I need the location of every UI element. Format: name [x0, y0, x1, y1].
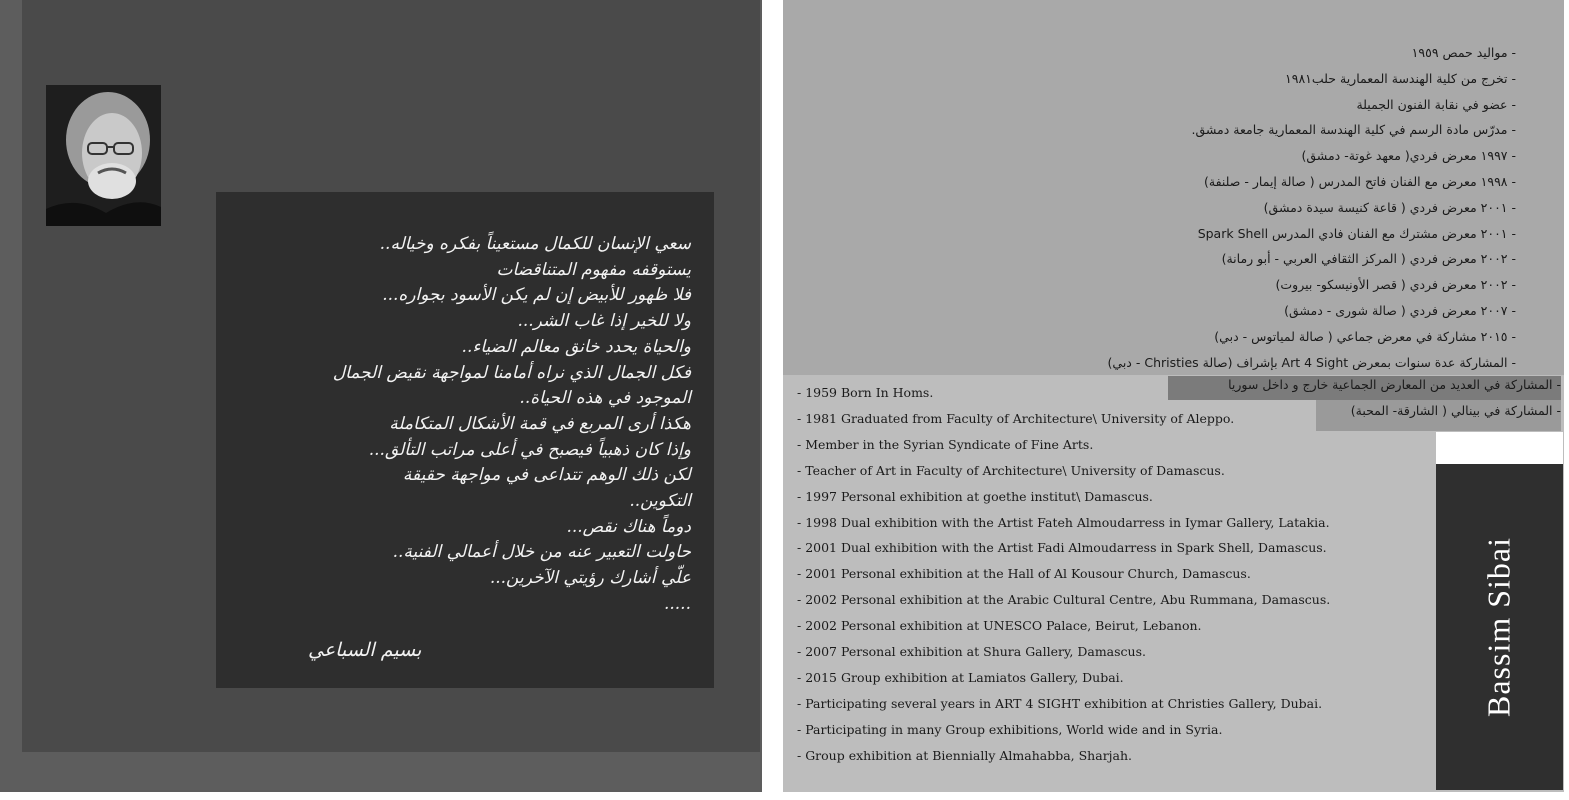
arabic-bio-item: - المشاركة عدة سنوات بمعرض Art 4 Sight بإشراف (صالة Christies - دبي) — [1107, 354, 1516, 370]
poem-line: الموجود في هذه الحياة.. — [519, 388, 691, 409]
english-bio-item: - 1998 Dual exhibition with the Artist Fateh Almoudarress in Iymar Gallery, Latakia. — [797, 514, 1330, 530]
arabic-bio-item: - ٢٠٠٢ معرض فردي ( قصر الأونيسكو- بيروت) — [1275, 277, 1516, 293]
poem-line: فكل الجمال الذي نراه أمامنا لمواجهة نقيض الجمال — [332, 362, 691, 383]
poem-box — [216, 192, 714, 688]
arabic-bio-item: - تخرج من كلية الهندسة المعمارية حلب١٩٨١ — [1285, 70, 1516, 86]
english-bio-item: - 2002 Personal exhibition at the Arabic Cultural Centre, Abu Rummana, Damascus. — [797, 592, 1331, 608]
english-bio-item: - 2007 Personal exhibition at Shura Gallery, Damascus. — [797, 644, 1146, 660]
arabic-bio-item: - ١٩٩٨ معرض مع الفنان فاتح المدرس ( صالة إيمار - صلنفة) — [1204, 173, 1516, 189]
arabic-bio-item: - ٢٠٠٧ معرض فردي ( صالة شورى - دمشق) — [1284, 302, 1516, 318]
arabic-bio-item: - ٢٠١٥ مشاركة في معرض جماعي ( صالة لمياتوس - دبي) — [1214, 328, 1516, 344]
english-bio-item: - 1959 Born In Homs. — [797, 385, 934, 400]
arabic-bio-item: - ١٩٩٧ معرض فردي( معهد غوتة- دمشق) — [1301, 148, 1516, 164]
poem-line: ولا للخير إذا غاب الشر... — [517, 311, 691, 332]
artist-name: Bassim Sibai — [1480, 536, 1517, 718]
portrait-image — [46, 85, 161, 226]
poem-line: التكوين.. — [629, 491, 691, 512]
name-bar-cap — [1436, 432, 1563, 464]
english-bio-item: - Teacher of Art in Faculty of Architecture\ University of Damascus. — [797, 462, 1225, 478]
english-bio-item: - 1981 Graduated from Faculty of Architecture\ University of Aleppo. — [797, 410, 1235, 426]
poem-line: دوماً هناك نقص... — [566, 516, 691, 537]
poem-signature: بسيم السباعي — [308, 639, 422, 661]
poem-text — [236, 232, 691, 618]
arabic-bio-item: - المشاركة في بينالي ( الشارقة- المحبة) — [1350, 402, 1561, 418]
english-bio-item: - Member in the Syrian Syndicate of Fine Arts. — [797, 436, 1094, 452]
english-bio-list — [797, 380, 1437, 769]
arabic-bio-item: - ٢٠٠٢ معرض فردي ( المركز الثقافي العربي - أبو رمانة) — [1221, 251, 1516, 267]
arabic-bio-list-continued — [801, 372, 1561, 424]
arabic-bio-item: - عضو في نقابة الفنون الجميلة — [1356, 96, 1516, 112]
arabic-bio-list — [796, 40, 1516, 375]
english-bio-item: - 1997 Personal exhibition at goethe institut\ Damascus. — [797, 488, 1153, 504]
poem-line: سعي الإنسان للكمال مستعيناً بفكره وخياله.. — [379, 234, 691, 254]
poem-line: حاولت التعبير عنه من خلال أعمالي الفنية.. — [392, 542, 691, 563]
english-bio-item: - Participating in many Group exhibitions, World wide and in Syria. — [797, 721, 1223, 737]
arabic-bio-item: - مدرّس مادة الرسم في كلية الهندسة المعمارية جامعة دمشق. — [1191, 122, 1516, 138]
poem-line: يستوقفه مفهوم المتناقضات — [496, 259, 691, 280]
poem-line: لكن ذلك الوهم تتداعى في مواجهة حقيقة — [402, 465, 691, 486]
arabic-bio-item: - ٢٠٠١ معرض فردي ( قاعة كنيسة سيدة دمشق) — [1263, 199, 1516, 215]
english-bio-item: - 2015 Group exhibition at Lamiatos Gallery, Dubai. — [797, 669, 1124, 685]
english-bio-item: - 2001 Personal exhibition at the Hall of Al Kousour Church, Damascus. — [797, 566, 1251, 582]
arabic-bio-panel — [783, 0, 1564, 375]
poem-line: علّي أشارك رؤيتي الآخرين... — [489, 568, 691, 589]
poem-line: وإذا كان ذهبياً فيصبح في أعلى مراتب التألق... — [368, 439, 691, 460]
english-bio-item: - Participating several years in ART 4 SIGHT exhibition at Christies Gallery, Dubai. — [797, 695, 1323, 711]
arabic-bio-item: - مواليد حمص ١٩٥٩ — [1411, 45, 1516, 60]
arabic-bio-item: - المشاركة في العديد من المعارض الجماعية خارج و داخل سوريا — [1228, 377, 1561, 392]
english-bio-item: - Group exhibition at Biennially Almahabba, Sharjah. — [797, 747, 1133, 763]
artist-portrait — [46, 85, 161, 226]
poem-line: فلا ظهور للأبيض إن لم يكن الأسود بجواره... — [382, 285, 691, 306]
poem-line: ..... — [663, 593, 691, 614]
arabic-bio-item: - ٢٠٠١ معرض مشترك مع الفنان فادي المدرس Spark Shell — [1197, 225, 1516, 241]
poem-line: هكذا أرى المربع في قمة الأشكال المتكاملة — [389, 413, 691, 434]
poem-line: والحياة يحدد خانق معالم الضياء.. — [461, 336, 691, 357]
english-bio-item: - 2002 Personal exhibition at UNESCO Palace, Beirut, Lebanon. — [797, 618, 1202, 634]
english-bio-item: - 2001 Dual exhibition with the Artist Fadi Almoudarress in Spark Shell, Damascus. — [797, 540, 1327, 556]
